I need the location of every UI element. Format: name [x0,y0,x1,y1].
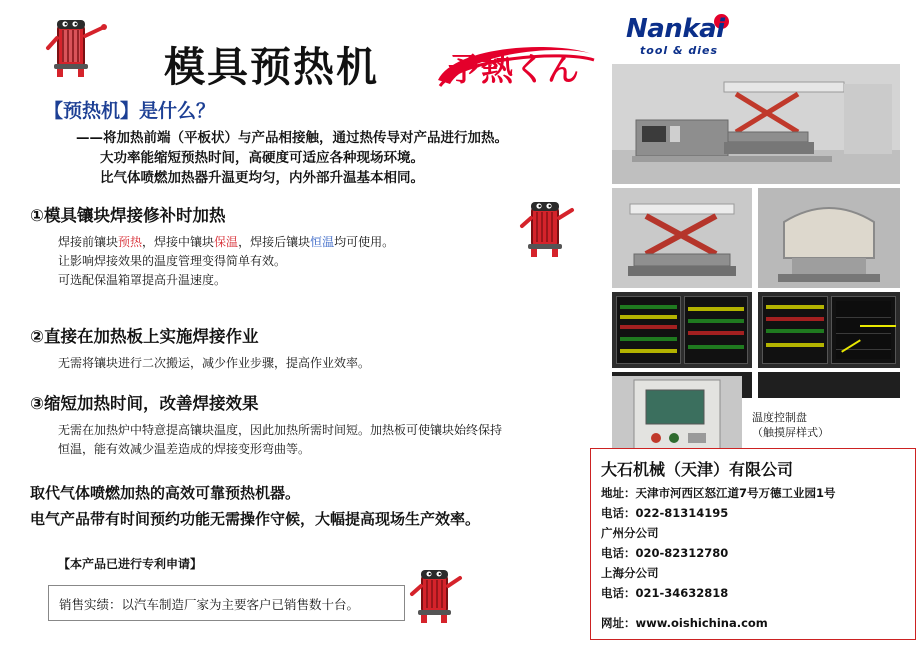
hmi-screen-cell [762,296,828,364]
txt: ，焊接后镶块 [238,235,311,249]
feature-3-heading: ③缩短加热时间，改善焊接效果 [30,394,259,413]
nankai-brand-logo [626,14,776,60]
control-panel-caption [752,410,912,440]
hmi-screen-photo-1 [612,292,752,368]
feature-1-body [58,233,575,290]
hmi-screen-cell [616,296,681,364]
feature-1-body-line-3: 可选配保温箱罩提高升温速度。 [58,273,227,287]
closing-line-2: 电气产品带有时间预约功能无需操作守候，大幅提高现场生产效率。 [30,510,481,528]
branch-1-tel: 电话：020-82312780 [601,546,729,560]
intro-line-1: ——将加热前端（平板状）与产品相接触，通过热传导对产品进行加热。 [76,130,508,146]
branch-2-tel: 电话：021-34632818 [601,586,729,600]
heater-mascot-icon [44,18,110,80]
company-website[interactable]: 网址：www.oishichina.com [601,616,768,630]
highlight-red: 保温 [214,235,239,249]
company-address: 地址：天津市河西区怒江道7号万德工业园1号 [601,486,836,500]
intro-lead [76,128,576,188]
feature-2-body [58,354,575,373]
hmi-screens-row-1 [616,296,748,364]
txt: 焊接前镶块 [58,235,119,249]
brand-name: Nankai [626,14,725,44]
txt: ，焊接中镶块 [142,235,215,249]
feature-3-body [58,421,575,459]
machine-photo-hood [758,188,900,288]
hmi-screen-cell [684,296,749,364]
hmi-screen-photo-4 [758,372,900,398]
hmi-screen-photo-2 [758,292,900,368]
page-title: 模具预热机 [164,43,379,91]
sales-record-text: 销售实绩：以汽车制造厂家为主要客户已销售数十台。 [59,597,360,612]
branch-1-name: 广州分公司 [601,526,659,540]
temperature-graph [836,301,892,359]
feature-1-heading: ①模具镶块焊接修补时加热 [30,206,226,225]
sales-record-box [48,585,405,621]
control-panel-caption-line-1: 温度控制盘 [752,411,807,424]
closing-statement [30,480,590,532]
branch-2-name: 上海分公司 [601,566,659,580]
title-row [44,18,584,90]
heater-mascot-icon-3 [410,562,466,630]
hood-illustration [758,188,900,288]
feature-item-1 [30,202,575,290]
feature-2-body-line-1: 无需将镶块进行二次搬运，减少作业步骤，提高作业效率。 [58,356,371,370]
jp-brand-logo [434,40,599,92]
brand-tagline: tool & dies [640,44,719,57]
patent-note: 【本产品已进行专利申请】 [58,557,203,571]
hmi-graph-cell [831,296,897,364]
feature-item-3 [30,390,575,459]
feature-1-body-line-1 [58,233,575,252]
company-name: 大石机械（天津）有限公司 [601,460,794,479]
intro-question: 【预热机】是什么？ [44,100,216,122]
intro-line-3: 比气体喷燃加热器升温更均匀，内外部升温基本相同。 [100,170,424,186]
machine-photo-lift [612,188,752,288]
lift-illustration [612,188,752,288]
feature-1-body-line-2: 让影响焊接效果的温度管理变得简单有效。 [58,254,287,268]
company-tel: 电话：022-81314195 [601,506,729,520]
machine-illustration [612,64,900,184]
feature-3-body-line-2: 恒温，能有效减少温差造成的焊接变形弯曲等。 [58,442,311,456]
feature-3-body-line-1: 无需在加热炉中特意提高镶块温度，因此加热所需时间短。加热板可使镶块始终保持 [58,423,503,437]
txt: 均可使用。 [334,235,395,249]
feature-2-heading: ②直接在加热板上实施焊接作业 [30,327,259,346]
hmi-screens-row-2 [762,296,896,364]
heater-mascot-icon-2 [520,194,578,260]
highlight-red: 预热 [118,235,143,249]
highlight-blue: 恒温 [310,235,335,249]
company-info-box [590,448,916,640]
intro-line-2: 大功率能缩短预热时间，高硬度可适应各种现场环境。 [100,150,424,166]
control-panel-caption-line-2: （触摸屏样式） [752,426,829,439]
closing-line-1: 取代气体喷燃加热的高效可靠预热机器。 [30,484,301,502]
feature-item-2 [30,323,575,373]
right-column [590,0,919,650]
jp-brand-text: 予熱くん [448,50,581,88]
machine-photo-main [612,64,900,184]
